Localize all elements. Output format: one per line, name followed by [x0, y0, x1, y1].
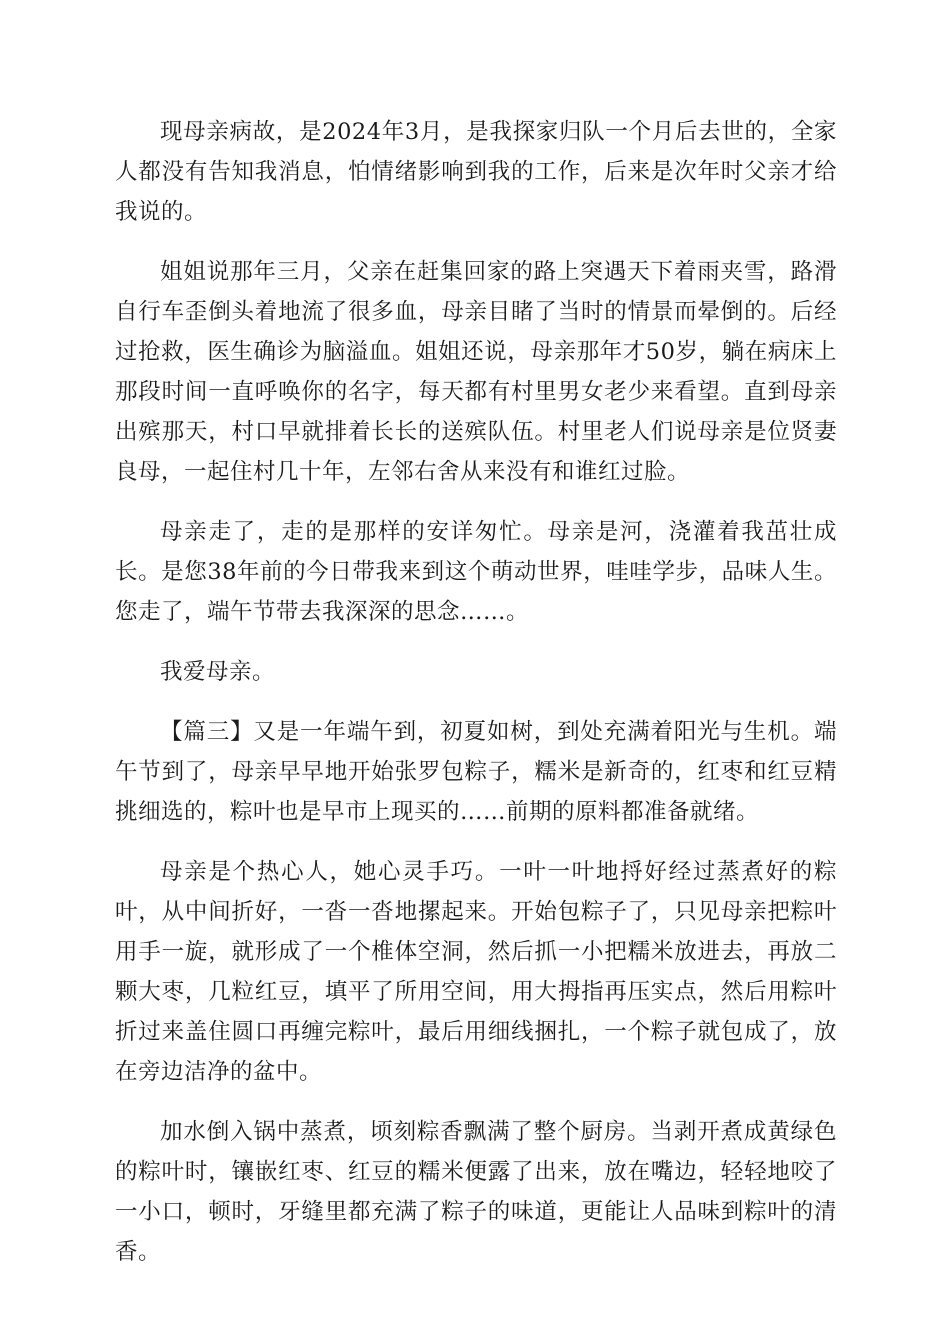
paragraph-sister-account: 姐姐说那年三月，父亲在赶集回家的路上突遇天下着雨夹雪，路滑自行车歪倒头着地流了很多血，母亲目睹了当时的情景而晕倒的。后经过抢救，医生确诊为脑溢血。姐姐还说，母亲那年才50岁，躺在病床上那段时间一直呼唤你的名字，每天都有村里男女老少来看望。直到母亲出殡那天，村口早就排着长长的送殡队伍。村里老人们说母亲是位贤妻良母，一起住村几十年，左邻右舍从来没有和谁红过脸。	[115, 259, 837, 485]
paragraph-wrapping-zongzi: 母亲是个热心人，她心灵手巧。一叶一叶地捋好经过蒸煮好的粽叶，从中间折好，一沓一沓地摞起来。开始包粽子了，只见母亲把粽叶用手一旋，就形成了一个椎体空洞，然后抓一小把糯米放进去，再放二颗大枣，几粒红豆，填平了所用空间，用大拇指再压实点，然后用粽叶折过来盖住圆口再缠完粽叶，最后用细线捆扎，一个粽子就包成了，放在旁边洁净的盆中。	[115, 859, 837, 1085]
paragraph-steaming-zongzi: 加水倒入锅中蒸煮，顷刻粽香飘满了整个厨房。当剥开煮成黄绿色的粽叶时，镶嵌红枣、红豆的糯米便露了出来，放在嘴边，轻轻地咬了一小口，顿时，牙缝里都充满了粽子的味道，更能让人品味到粽叶的清香。	[115, 1119, 837, 1265]
document-body	[115, 112, 837, 1292]
paragraph-mother-passing: 现母亲病故，是2024年3月，是我探家归队一个月后去世的，全家人都没有告知我消息，怕情绪影响到我的工作，后来是次年时父亲才给我说的。	[115, 119, 837, 225]
paragraph-i-love-mother: 我爱母亲。	[160, 659, 276, 685]
paragraph-mother-gone: 母亲走了，走的是那样的安详匆忙。母亲是河，浇灌着我茁壮成长。是您38年前的今日带我来到这个萌动世界，哇哇学步，品味人生。您走了，端午节带去我深深的思念……。	[115, 519, 837, 625]
paragraph-part-three-intro: 【篇三】又是一年端午到，初夏如树，到处充满着阳光与生机。端午节到了，母亲早早地开始张罗包粽子，糯米是新奇的，红枣和红豆精挑细选的，粽叶也是早市上现买的……前期的原料都准备就绪。	[115, 719, 837, 825]
